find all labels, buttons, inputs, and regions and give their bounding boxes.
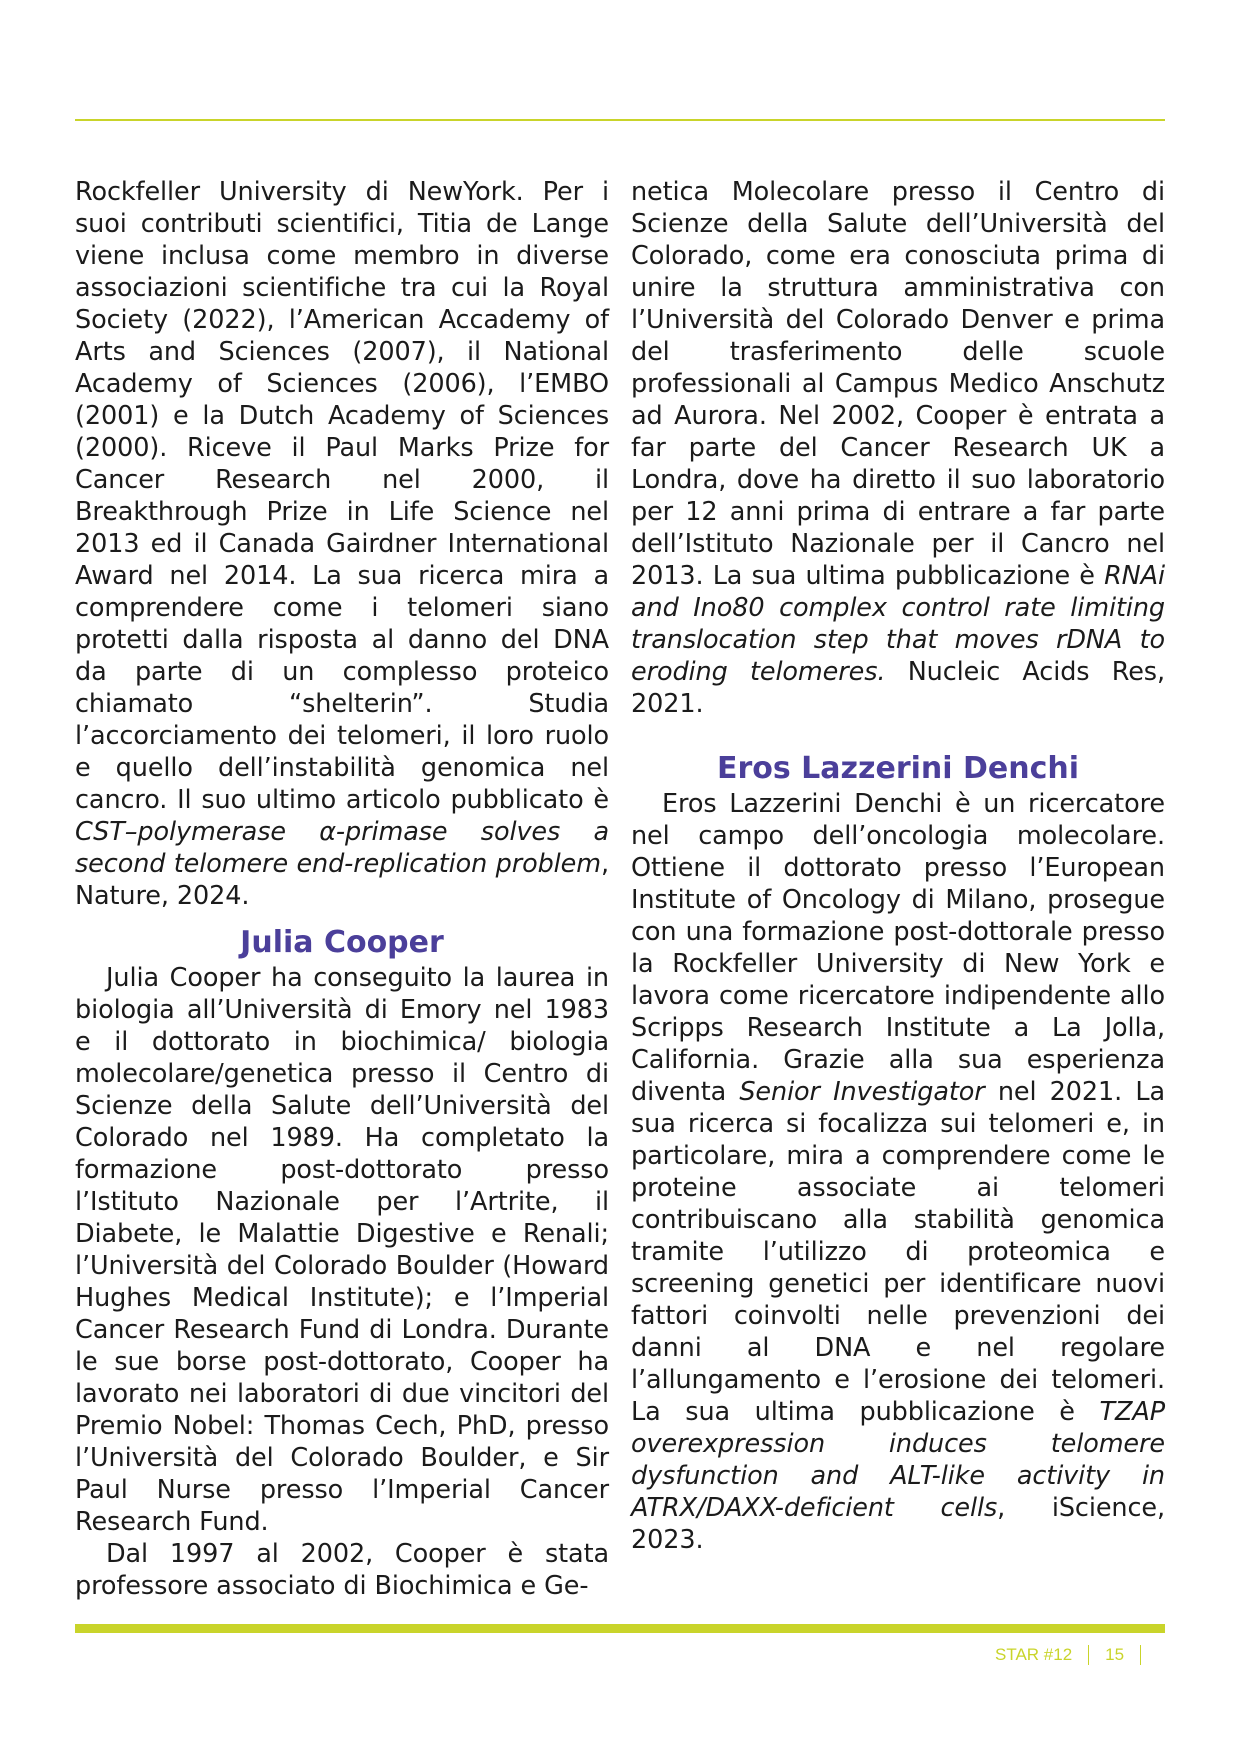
bottom-rule [75, 1624, 1165, 1633]
magazine-issue: STAR #12 [995, 1645, 1073, 1664]
heading-julia-cooper: Julia Cooper [240, 925, 444, 960]
left-paragraph-1: Rockfeller University di NewYork. Per i suoi contributi scientifici, Titia de Lange viene inclusa come membro in diverse associazioni scientifiche tra cui la Royal Society (2022), l’American Accademy of Arts and Sciences (2007), il National Academy of Sciences (2006), l’EMBO (2001) e la Dutch Academy of Sciences (2000). Riceve il Paul Marks Prize for Cancer Research nel 2000, il Breakthrough Prize in Life Science nel 2013 ed il Canada Gairdner International Award nel 2014. La sua ricerca mira a comprendere come i telomeri siano protetti dalla risposta al danno del DNA da parte di un complesso proteico chiamato “shelterin”. Studia l’accorciamento dei telomeri, il loro ruolo e quello dell’instabilità genomica nel cancro. Il suo ultimo articolo pubblicato è CST–polymerase α-primase solves a second telomere end-replication problem, Nature, 2024. [75, 177, 609, 911]
right-publication-title: RNAi and Ino80 complex control rate limiting translocation step that moves rDNA to eroding telomeres. [631, 561, 1165, 687]
page-footer [995, 1639, 1157, 1671]
right-paragraph-2: Eros Lazzerini Denchi è un ricercatore nel campo dell’oncologia molecolare. Ottiene il dottorato presso l’European Institute of Oncology di Milano, prosegue con una formazione post-dottorale presso la Rockfeller University di New York e lavora come ricercatore indipendente allo Scripps Research Institute a La Jolla, California. Grazie alla sua esperienza diventa Senior Investigator nel 2021. La sua ricerca si focalizza sui telomeri e, in particolare, mira a comprendere come le proteine associate ai telomeri contribuiscano alla stabilità genomica tramite l’utilizzo di proteomica e screening genetici per identificare nuovi fattori coinvolti nelle prevenzioni dei danni al DNA e nel regolare l’allungamento e l’erosione dei telomeri. La sua ultima pubblicazione è TZAP overexpression induces telomere dysfunction and ALT-like activity in ATRX/DAXX-deficient cells, iScience, 2023. [631, 789, 1166, 1555]
left-column [75, 176, 609, 1602]
footer-separator-end [1140, 1645, 1141, 1665]
page-number: 15 [1105, 1645, 1125, 1664]
right-paragraph-1: netica Molecolare presso il Centro di Scienze della Salute dell’Università del Colorado, come era conosciuta prima di unire la struttura amministrativa con l’Università del Colorado Denver e prima del trasferimento delle scuole professionali al Campus Medico Anschutz ad Aurora. Nel 2002, Cooper è entrata a far parte del Cancer Research UK a Londra, dove ha diretto il suo laboratorio per 12 anni prima di entrare a far parte dell’Istituto Nazionale per il Cancro nel 2013. La sua ultima pubblicazione è RNAi and Ino80 complex control rate limiting translocation step that moves rDNA to eroding telomeres. Nucleic Acids Res, 2021. [631, 177, 1165, 719]
senior-investigator-title: Senior Investigator [739, 1077, 985, 1107]
footer-separator [1088, 1645, 1089, 1665]
left-publication-title: CST–polymerase α-primase solves a second telomere end-replication problem [75, 817, 609, 879]
heading-eros-lazzerini-denchi: Eros Lazzerini Denchi [716, 751, 1080, 786]
top-rule [75, 119, 1165, 121]
right-column [631, 176, 1165, 1556]
right-publication-title-2: TZAP overexpression induces telomere dysfunction and ALT-like activity in ATRX/DAXX-deficient cells [631, 1397, 1165, 1523]
left-paragraph-3: Dal 1997 al 2002, Cooper è stata professore associato di Biochimica e Ge- [75, 1539, 609, 1601]
left-paragraph-2: Julia Cooper ha conseguito la laurea in biologia all’Università di Emory nel 1983 e il dottorato in biochimica/ biologia molecolare/genetica presso il Centro di Scienze della Salute dell’Università del Colorado nel 1989. Ha completato la formazione post-dottorato presso l’Istituto Nazionale per l’Artrite, il Diabete, le Malattie Digestive e Renali; l’Università del Colorado Boulder (Howard Hughes Medical Institute); e l’Imperial Cancer Research Fund di Londra. Durante le sue borse post-dottorato, Cooper ha lavorato nei laboratori di due vincitori del Premio Nobel: Thomas Cech, PhD, presso l’Università del Colorado Boulder, e Sir Paul Nurse presso l’Imperial Cancer Research Fund. [75, 963, 609, 1537]
